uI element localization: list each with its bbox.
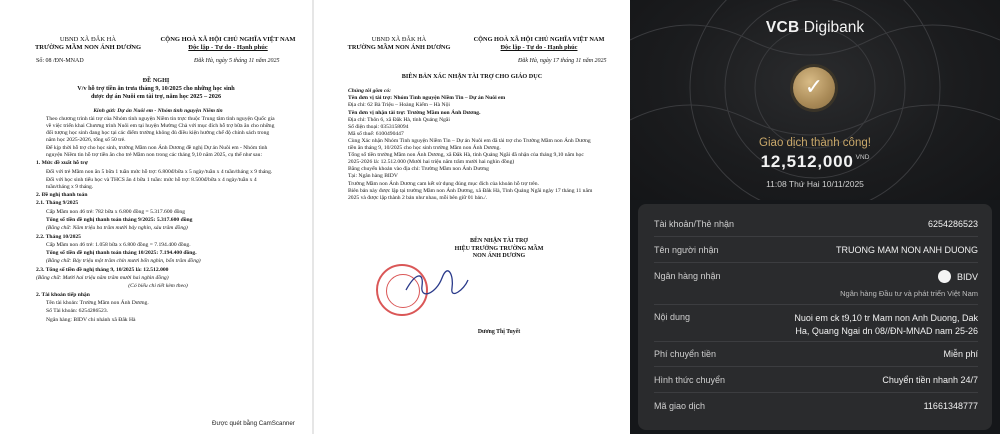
account-label: Tài khoản/Thẻ nhận xyxy=(654,219,735,229)
brand-digibank: Digibank xyxy=(799,19,865,36)
bank-label: Ngân hàng nhận xyxy=(654,271,721,281)
doc1-section-22: 2.2. Tháng 10/2025 xyxy=(36,233,81,240)
brand-vcb: VCB xyxy=(765,19,800,36)
doc1-section-1a: Đối với trẻ Mầm non ăn 5 bữa 1 tuần mức hỗ trợ: 6.800đ/bữa x 5 ngày/tuần x 4 tuần/tháng x 9 tháng. xyxy=(46,168,273,175)
doc1-section-21c: (Bằng chữ: Năm triệu ba trăm mười bảy nghìn, sáu trăm đồng) xyxy=(46,225,188,232)
content-label: Nội dung xyxy=(654,312,691,322)
doc1-para-1: Theo chương trình tài trợ của Nhóm tình nguyện Niềm tin trực thuộc Trung tâm tình nguyện Quốc gia về việc triển khai Chương trình Nuôi em tại huyện Mường Chà với mục đích hỗ trợ bữa ăn cho những đối tượng học sinh đang học tại các điểm trường không đủ điều kiện hưởng chế độ chính sách trong năm học 2025-2026, tổng số 50 trẻ. xyxy=(46,116,275,143)
confirmation-minutes-document xyxy=(312,0,628,434)
doc2-line-4: Tên đơn vị nhận tài trợ: Trường Mầm non Ánh Dương. xyxy=(348,109,481,116)
fee-label: Phí chuyển tiền xyxy=(654,349,717,359)
doc2-line-5: Địa chỉ: Thôn 6, xã Đăk Hà, tỉnh Quảng Ngãi xyxy=(348,116,450,123)
vcb-transfer-receipt xyxy=(630,0,1000,434)
doc2-line-10: Bằng chuyển khoản vào địa chỉ: Trường Mầm non Ánh Dương xyxy=(348,166,489,173)
bank-value-group xyxy=(938,270,978,283)
camscanner-watermark: Được quét bằng CamScanner xyxy=(212,420,295,427)
doc2-line-12: Trường Mầm non Ánh Dương cam kết sử dụng đúng mục đích của khoản hỗ trợ trên. xyxy=(348,180,539,187)
divider xyxy=(654,262,978,263)
transfer-amount xyxy=(630,152,1000,172)
doc2-sign-3: NON ÁNH DƯƠNG xyxy=(472,253,526,259)
doc1-account-name: Tên tài khoản: Trường Mầm non Ánh Dương. xyxy=(46,300,149,306)
fee-value: Miễn phí xyxy=(943,349,978,359)
doc2-nation: CỘNG HOÀ XÃ HỘI CHỦ NGHĨA VIỆT NAM xyxy=(473,36,605,43)
doc1-org-header xyxy=(28,36,148,52)
divider xyxy=(654,304,978,305)
doc1-attachment-note: (Có biểu chi tiết kèm theo) xyxy=(128,283,188,290)
doc1-body xyxy=(36,108,280,325)
doc2-sign-2: HIỆU TRƯỞNG TRƯỜNG MẦM xyxy=(454,245,544,252)
doc2-motto: Độc lập - Tự do - Hạnh phúc xyxy=(500,43,578,51)
bank-full-name: Ngân hàng Đầu tư và phát triển Việt Nam xyxy=(840,289,978,298)
doc2-line-11: Tại: Ngân hàng BIDV xyxy=(348,173,398,180)
bidv-logo-icon xyxy=(938,270,951,283)
doc2-org-parent: UBND XÃ ĐẮK HÀ xyxy=(371,36,427,43)
doc2-org-name: TRƯỜNG MẦM NON ÁNH DƯƠNG xyxy=(347,43,451,51)
account-value[interactable]: 6254286523 xyxy=(927,219,978,229)
doc2-line-13: Biên bản này được lập tại trường Mầm non Ánh Dương, xã Đăk Hà, Tỉnh Quảng Ngãi ngày 17 tháng 11 năm 2025 và được lập thành 2 bản như nhau, mỗi bên giữ 01 bản./. xyxy=(348,187,593,201)
doc1-para-2: Để kịp thời hỗ trợ cho học sinh, trường Mầm non Ánh Dương đề nghị Dự án Nuôi em - Nhóm tình nguyện Niềm tin hỗ trợ tiền ăn cho trẻ Mầm non trong các tháng 9,10 năm 2025, cụ thể như sau: xyxy=(46,145,268,158)
divider xyxy=(654,341,978,342)
doc1-org-parent: UBND XÃ ĐẮK HÀ xyxy=(59,36,117,43)
doc1-section-1b: Đối với học sinh tiểu học và THCS ăn 4 bữa 1 tuần: mức hỗ trợ: 8.500đ/bữa x 4 ngày/tuần x 4 tuần/tháng x 9 tháng. xyxy=(46,176,257,190)
bank-value: BIDV xyxy=(956,271,978,282)
amount-value: 12,512,000 xyxy=(760,152,854,171)
doc2-line-7: Mã số thuế: 6100490447 xyxy=(348,131,404,138)
divider xyxy=(654,366,978,367)
divider xyxy=(654,236,978,237)
doc1-section-3: 2. Tài khoản tiếp nhận xyxy=(36,291,90,298)
success-check-icon: ✓ xyxy=(793,67,835,109)
doc1-section-21a: Cấp Mầm non 46 trẻ: 782 bữa x 6.800 đồng = 5.317.600 đồng xyxy=(46,208,186,215)
doc1-section-21b: Tổng số tiền đề nghị thanh toán tháng 9/2025: 5.317.600 đồng xyxy=(46,216,193,223)
row-content xyxy=(654,312,978,342)
receiver-label: Tên người nhận xyxy=(654,245,719,255)
doc1-title-3: được dự án Nuôi em tài trợ, năm học 2025 – 2026 xyxy=(90,92,222,100)
doc1-recipient: Kính gửi: Dự án Nuôi em - Nhóm tình nguyện Niềm tin xyxy=(93,108,223,114)
doc2-line-8: Cùng Xác nhận Nhóm Tình nguyện Niềm Tin – Dự án Nuôi em đã tài trợ cho Trường Mầm non Ánh Dương tiền ăn tháng 9, 10/2025 cho học sinh trường Mầm non Ánh Dương. xyxy=(348,138,591,152)
doc1-org-name: TRƯỜNG MẦM NON ÁNH DƯƠNG xyxy=(34,44,142,52)
code-label: Mã giao dịch xyxy=(654,401,706,411)
transaction-details-card xyxy=(638,204,992,430)
amount-currency: VND xyxy=(855,154,870,161)
doc2-signer-name: Dương Thị Tuyết xyxy=(477,329,521,335)
method-label: Hình thức chuyển xyxy=(654,375,726,385)
receiver-value: TRUONG MAM NON ANH DUONG xyxy=(835,245,978,255)
doc2-body xyxy=(348,88,596,202)
divider xyxy=(654,392,978,393)
doc1-section-23c: (Bằng chữ: Mười hai triệu năm trăm mười hai nghìn đồng) xyxy=(36,275,169,282)
doc2-title: BIÊN BẢN XÁC NHẬN TÀI TRỢ CHO GIÁO DỤC xyxy=(401,73,543,80)
doc1-section-21: 2.1. Tháng 9/2025 xyxy=(36,200,79,207)
doc1-section-1: 1. Mức đề xuất hỗ trợ xyxy=(36,160,88,167)
doc1-section-22a: Cấp Mầm non 46 trẻ: 1.058 bữa x 6.800 đồng = 7.194.400 đồng. xyxy=(46,241,191,248)
doc2-nation-header xyxy=(454,36,624,52)
method-value: Chuyển tiền nhanh 24/7 xyxy=(882,375,978,385)
doc1-nation: CỘNG HOÀ XÃ HỘI CHỦ NGHĨA VIỆT NAM xyxy=(160,36,296,43)
doc1-nation-header xyxy=(148,36,308,52)
doc1-section-22c: (Bằng chữ: Bảy triệu một trăm chín mươi bốn nghìn, bốn trăm đồng) xyxy=(46,258,201,265)
content-value: Nuoi em ck t9,10 tr Mam non Anh Duong, Dak Ha, Quang Ngai dn 08//ĐN-MNAD nam 25-26 xyxy=(794,313,978,336)
doc1-account-bank: Ngân hàng: BIDV chi nhánh xã Đăk Hà xyxy=(46,316,136,323)
proposal-document xyxy=(0,0,312,434)
doc2-signature-block xyxy=(414,238,584,261)
handwritten-signature xyxy=(402,268,472,298)
vcb-digibank-logo xyxy=(630,19,1000,37)
doc1-title-1: ĐỀ NGHỊ xyxy=(142,77,170,84)
doc1-number: Số: 08 /ĐN-MNAD xyxy=(36,58,84,64)
doc2-line-2: Tên đơn vị tài trợ: Nhóm Tình nguyện Niềm Tin – Dự án Nuôi em xyxy=(348,95,506,102)
doc1-section-2: 2. Đề nghị thanh toán xyxy=(36,191,88,198)
doc1-section-23: 2.3. Tổng số tiền đề nghị tháng 9, 10/2025 là: 12.512.000 xyxy=(36,266,169,273)
doc2-sign-1: BÊN NHẬN TÀI TRỢ xyxy=(470,238,528,244)
doc1-title-2: V/v hỗ trợ tiền ăn trưa tháng 9, 10/2025 cho những học sinh xyxy=(77,84,235,92)
doc1-motto: Độc lập - Tự do - Hạnh phúc xyxy=(188,44,268,52)
transaction-datetime: 11:08 Thứ Hai 10/11/2025 xyxy=(766,179,864,189)
doc2-date: Đăk Hà, ngày 17 tháng 11 năm 2025 xyxy=(518,58,607,64)
success-message: Giao dịch thành công! xyxy=(759,137,871,149)
doc1-section-22b: Tổng số tiền đề nghị thanh toán tháng 10/2025: 7.194.400 đồng. xyxy=(46,250,197,257)
doc2-line-1: Chúng tôi gồm có: xyxy=(348,88,392,94)
doc2-org-header xyxy=(344,36,454,52)
doc2-line-6: Số điện thoại: 0353158094 xyxy=(348,124,409,131)
doc1-date: Đăk Hà, ngày 5 tháng 11 năm 2025 xyxy=(194,58,280,64)
code-value[interactable]: 11661348777 xyxy=(923,401,978,411)
doc1-account-number: Số Tài khoản: 6254286523. xyxy=(46,308,109,315)
doc2-line-3: Địa chỉ: 62 Bà Triệu – Hoàng Kiếm – Hà Nội xyxy=(348,102,450,109)
doc2-line-9: Tổng số tiền trường Mầm non Ánh Dương, xã Đăk Hà, tỉnh Quảng Ngãi đã nhận của tháng 9,10 năm học 2025-2026 là: 12.512.000 (Mười hai triệu năm trăm mười hai nghìn đồng) xyxy=(348,152,584,166)
doc1-title xyxy=(40,77,272,100)
